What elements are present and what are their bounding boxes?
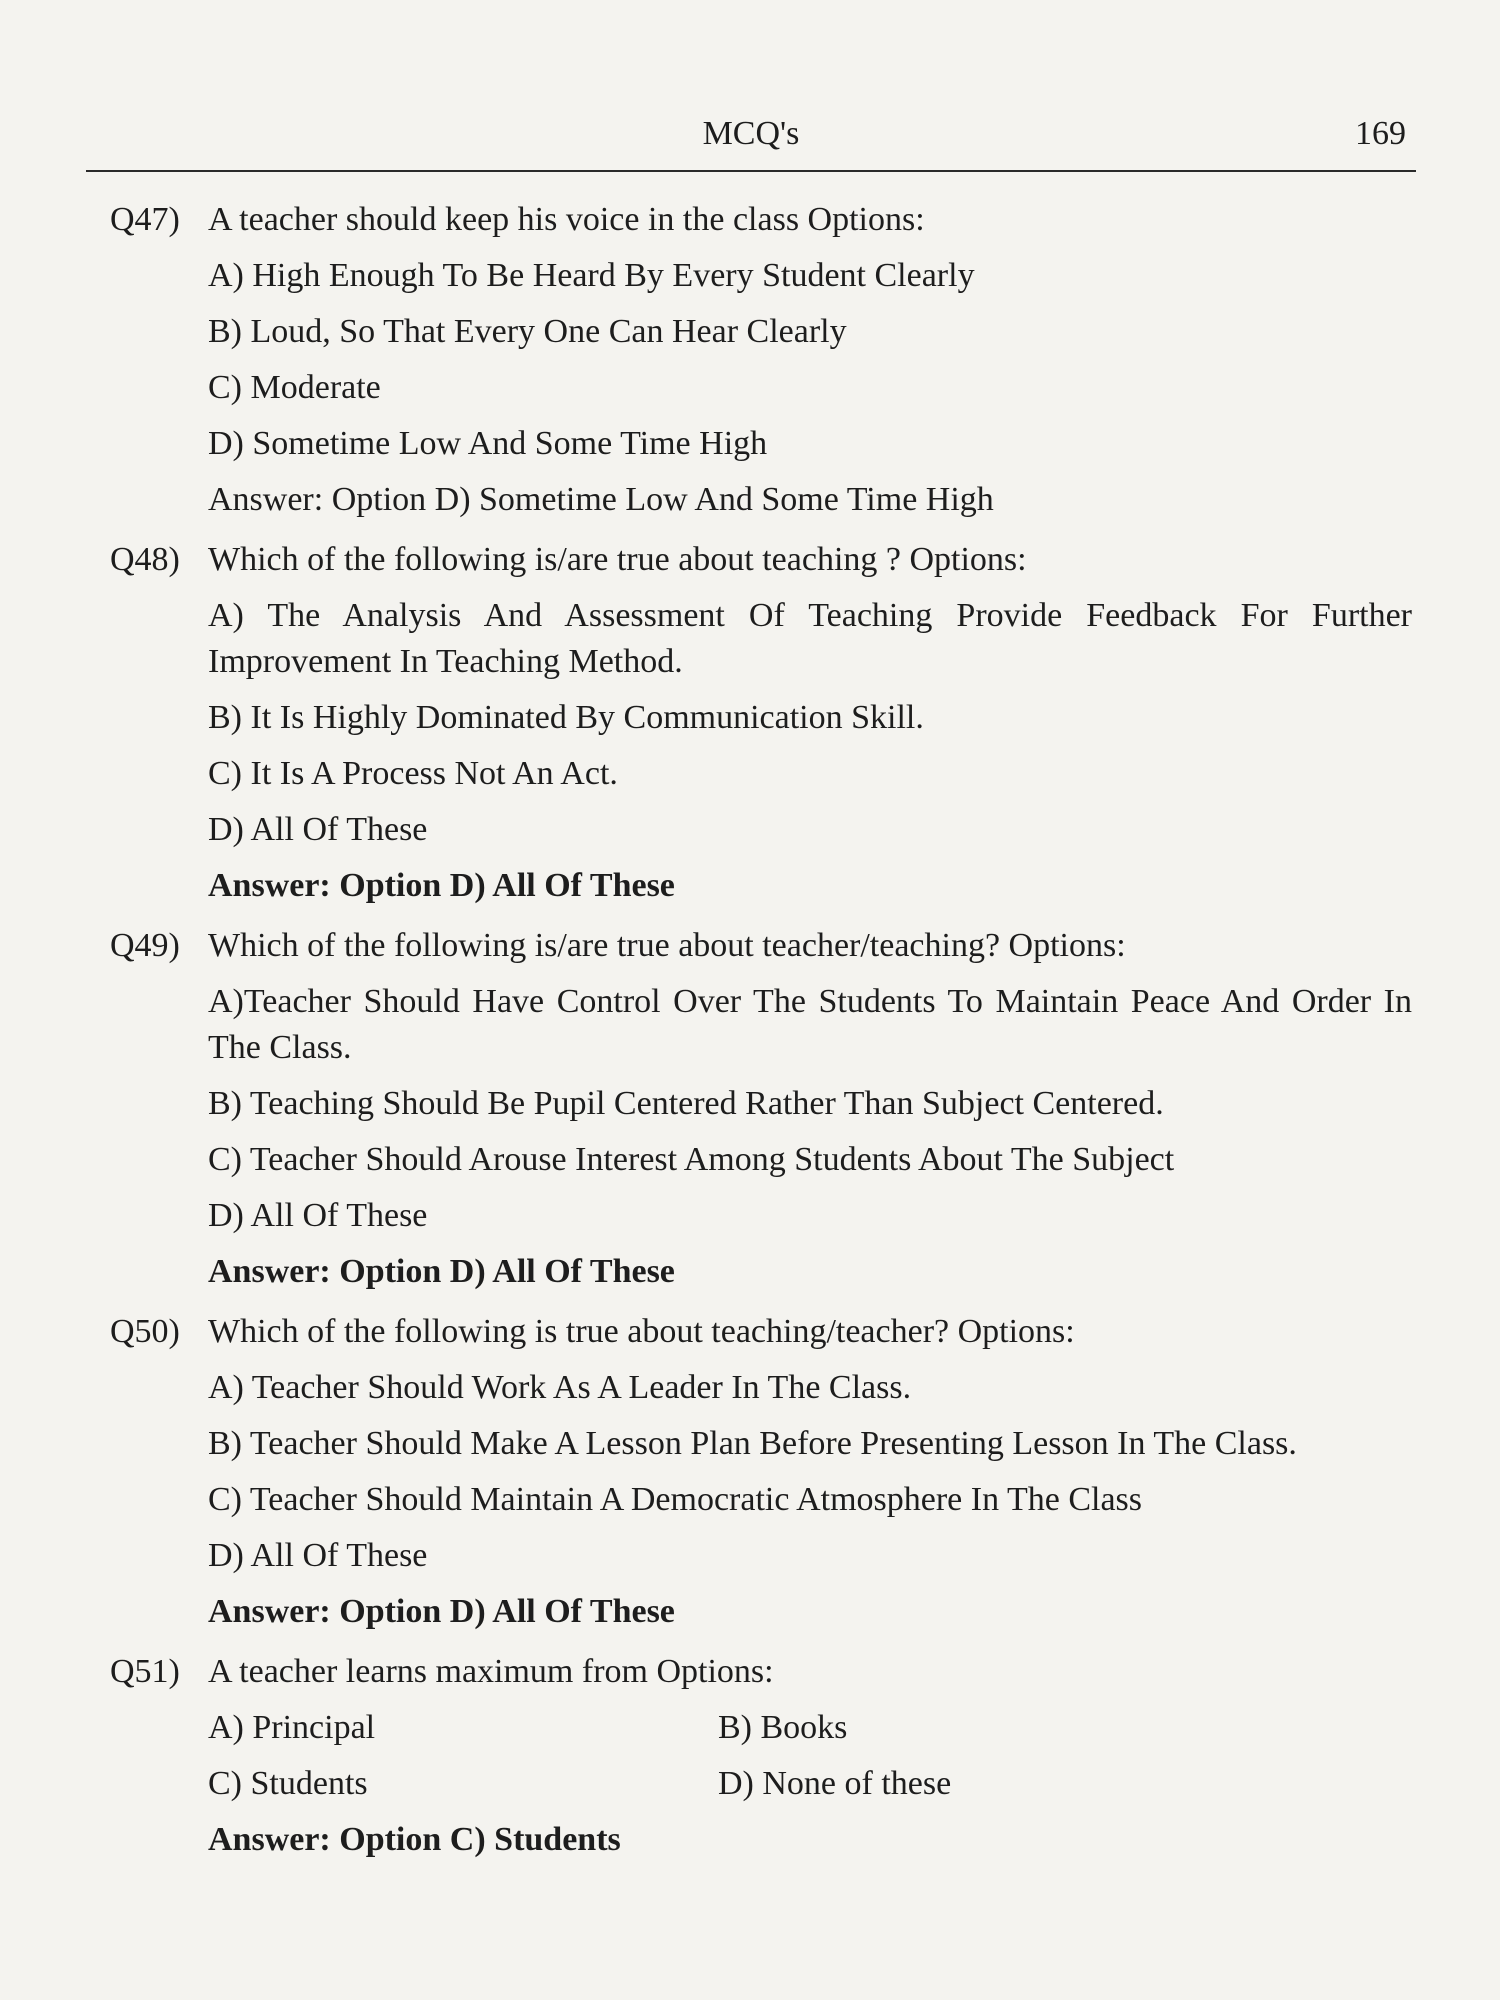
question-text: A teacher learns maximum from Options: (208, 1653, 774, 1690)
option-a: A) High Enough To Be Heard By Every Student Clearly (208, 257, 975, 294)
question-48 (0, 532, 1500, 914)
question-number: Q50) (110, 1313, 180, 1350)
option-d: D) Sometime Low And Some Time High (208, 425, 768, 462)
option-d: D) None of these (718, 1765, 952, 1802)
option-a: A) Teacher Should Work As A Leader In The Class. (208, 1369, 912, 1406)
option-c: C) It Is A Process Not An Act. (208, 755, 618, 792)
option-b: B) Teacher Should Make A Lesson Plan Before Presenting Lesson In The Class. (208, 1425, 1297, 1462)
question-47 (0, 192, 1500, 528)
question-number: Q51) (110, 1653, 180, 1690)
question-number: Q49) (110, 927, 180, 964)
answer: Answer: Option C) Students (208, 1821, 621, 1858)
option-b: B) Teaching Should Be Pupil Centered Rather Than Subject Centered. (208, 1085, 1164, 1122)
question-50 (0, 1304, 1500, 1640)
option-b: B) Loud, So That Every One Can Hear Clearly (208, 313, 847, 350)
option-a: A) Principal (208, 1709, 376, 1746)
question-text: Which of the following is true about teaching/teacher? Options: (208, 1313, 1075, 1350)
running-title: MCQ's (702, 115, 800, 152)
option-d: D) All Of These (208, 1537, 428, 1574)
option-a: A) The Analysis And Assessment Of Teaching Provide Feedback For Further Improvement In Teaching Method. (208, 597, 1412, 680)
page-number: 169 (1355, 115, 1406, 152)
option-d: D) All Of These (208, 1197, 428, 1234)
answer: Answer: Option D) All Of These (208, 1593, 675, 1630)
option-d: D) All Of These (208, 811, 428, 848)
option-b: B) It Is Highly Dominated By Communication Skill. (208, 699, 924, 736)
option-grid (208, 1700, 1412, 1812)
question-49 (0, 918, 1500, 1300)
answer: Answer: Option D) All Of These (208, 867, 675, 904)
question-number: Q48) (110, 541, 180, 578)
question-text: A teacher should keep his voice in the class Options: (208, 201, 925, 238)
option-b: B) Books (718, 1709, 848, 1746)
answer: Answer: Option D) All Of These (208, 1253, 675, 1290)
question-51 (0, 1644, 1500, 1868)
option-a: A)Teacher Should Have Control Over The Students To Maintain Peace And Order In The Class. (208, 983, 1412, 1066)
header-divider (86, 170, 1416, 172)
answer: Answer: Option D) Sometime Low And Some Time High (208, 481, 994, 518)
option-c: C) Teacher Should Maintain A Democratic Atmosphere In The Class (208, 1481, 1143, 1518)
option-c: C) Students (208, 1765, 368, 1802)
question-list (0, 192, 1500, 1872)
option-c: C) Moderate (208, 369, 381, 406)
option-c: C) Teacher Should Arouse Interest Among Students About The Subject (208, 1141, 1175, 1178)
question-text: Which of the following is/are true about teaching ? Options: (208, 541, 1027, 578)
question-text: Which of the following is/are true about teacher/teaching? Options: (208, 927, 1126, 964)
page-header (88, 112, 1414, 164)
question-number: Q47) (110, 201, 180, 238)
